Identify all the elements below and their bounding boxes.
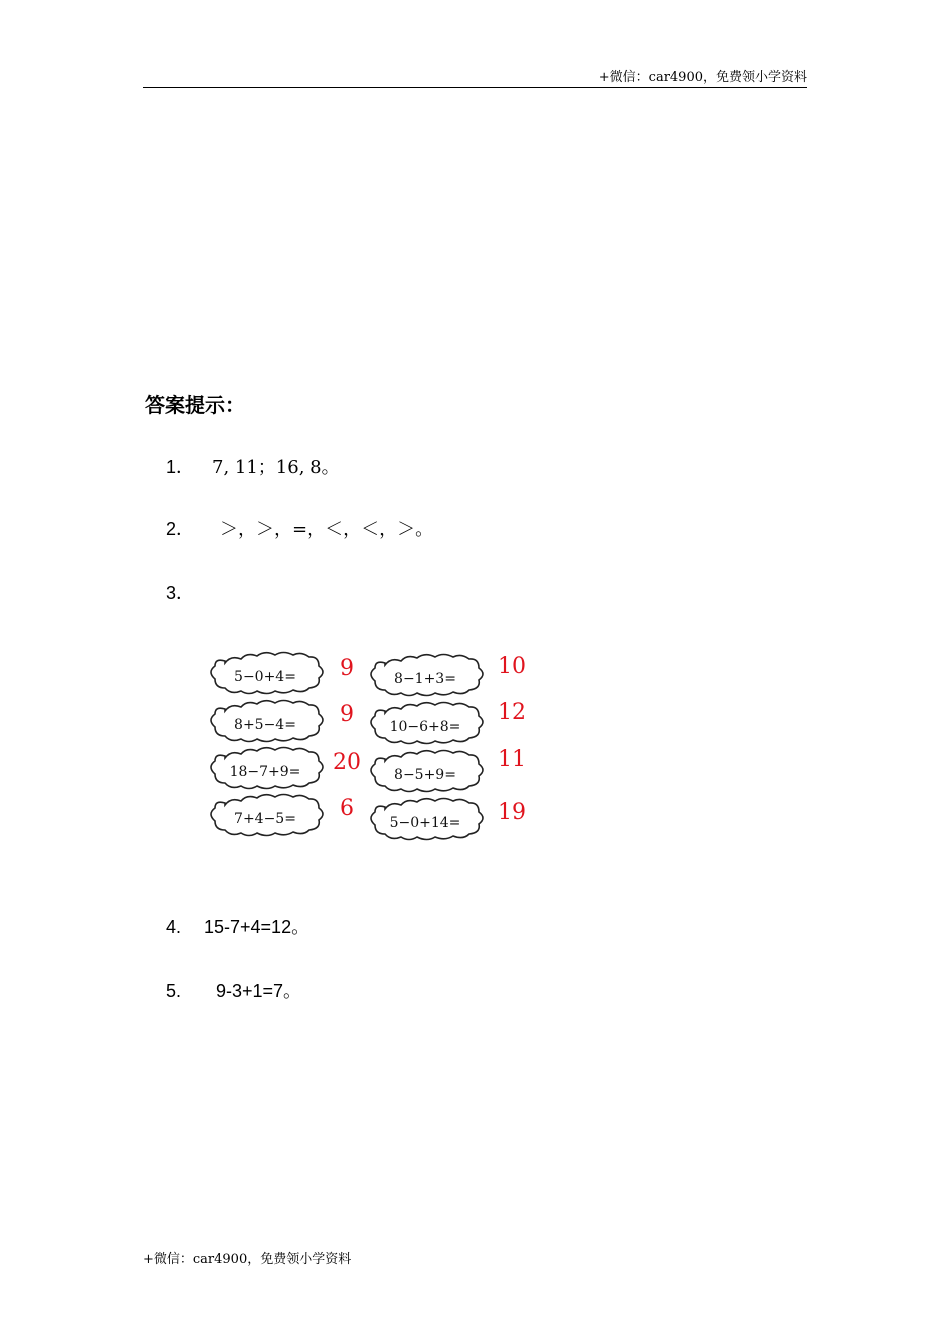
cloud-left-2 bbox=[211, 701, 323, 742]
answer-5-number: 5. bbox=[166, 981, 182, 1001]
cloud-expression: 8+5−4= bbox=[234, 717, 296, 733]
answer-5-text: 9-3+1=7。 bbox=[216, 981, 302, 1001]
cloud-right-4 bbox=[371, 799, 483, 840]
answer-2-text: ＞，＞，=，＜，＜，＞。 bbox=[220, 519, 434, 540]
answer-5 bbox=[166, 977, 301, 1003]
cloud-expression: 18−7+9= bbox=[229, 764, 301, 780]
cloud-answer: 12 bbox=[498, 700, 526, 725]
cloud-expression: 10−6+8= bbox=[389, 719, 461, 735]
cloud-expression: 5−0+4= bbox=[234, 669, 296, 685]
cloud-answer: 10 bbox=[498, 654, 526, 679]
answer-3-number: 3． bbox=[166, 583, 195, 603]
answer-4-number: 4. bbox=[166, 917, 182, 937]
cloud-left-3 bbox=[211, 748, 323, 789]
answer-2-number: 2． bbox=[166, 519, 195, 539]
cloud-expression: 8−1+3= bbox=[394, 671, 456, 687]
cloud-answer: 19 bbox=[498, 800, 526, 825]
cloud-expression: 5−0+14= bbox=[389, 815, 461, 831]
answer-4-text: 15-7+4=12。 bbox=[204, 917, 310, 937]
cloud-expression: 8−5+9= bbox=[394, 767, 456, 783]
cloud-answer: 6 bbox=[340, 796, 354, 821]
header-note: +微信：car4900，免费领小学资料 bbox=[598, 70, 807, 85]
cloud-figure bbox=[210, 645, 540, 855]
cloud-left-4 bbox=[211, 795, 323, 836]
cloud-answer: 20 bbox=[333, 750, 361, 775]
cloud-answer: 11 bbox=[498, 747, 526, 772]
cloud-left-1 bbox=[211, 653, 323, 694]
answer-3 bbox=[166, 579, 212, 605]
answer-title: 答案提示： bbox=[145, 393, 245, 417]
cloud-right-2 bbox=[371, 703, 483, 744]
cloud-expression: 7+4−5= bbox=[234, 811, 296, 827]
answer-4 bbox=[166, 913, 309, 939]
cloud-answer: 9 bbox=[340, 656, 354, 681]
answer-1-number: 1． bbox=[166, 457, 195, 477]
cloud-answer: 9 bbox=[340, 702, 354, 727]
answer-2 bbox=[166, 515, 433, 541]
header-rule bbox=[143, 87, 807, 88]
answer-1 bbox=[166, 453, 340, 479]
answer-1-text: 7, 11；16, 8。 bbox=[212, 457, 340, 478]
cloud-right-3 bbox=[371, 751, 483, 792]
cloud-right-1 bbox=[371, 655, 483, 696]
footer-note: +微信：car4900，免费领小学资料 bbox=[143, 1252, 352, 1267]
